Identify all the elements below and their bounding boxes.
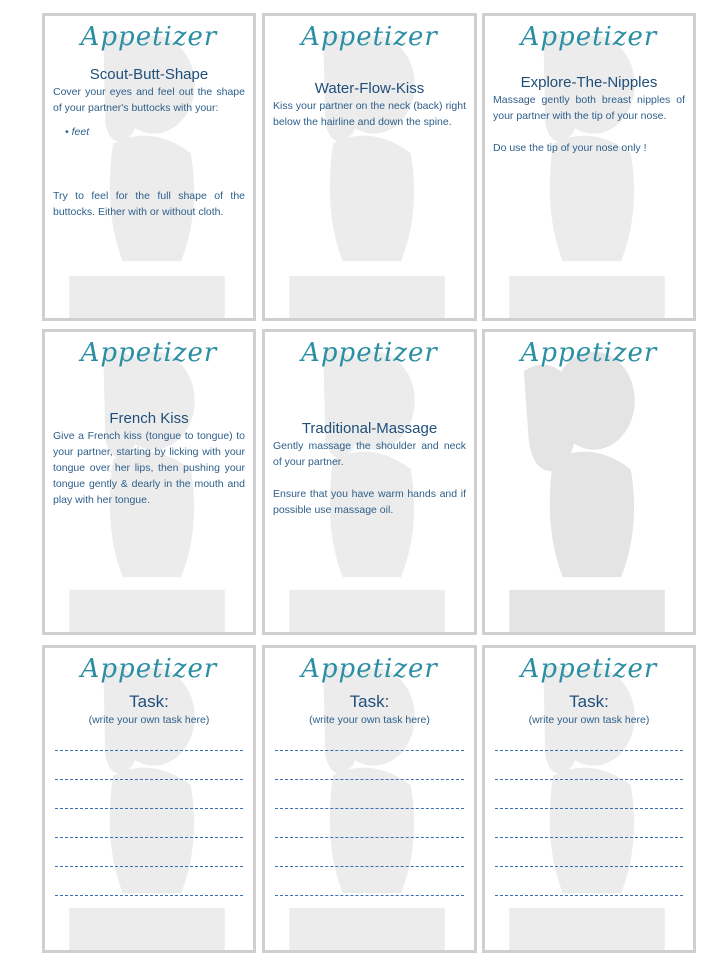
write-line[interactable] [275,750,464,751]
write-line[interactable] [275,866,464,867]
write-line[interactable] [495,837,683,838]
bullet-item: • feet [65,126,90,138]
card-french-kiss [42,329,256,635]
task-subtitle: (write your own task here) [88,714,210,726]
card-heading: Appetizer [80,654,218,684]
card-body: Give a French kiss (tongue to tongue) to your partner, starting by licking with your tongue over her lips, then pushing your tongue gently & dearly in the mouth and play with her tongue. [53,430,245,506]
task-subtitle: (write your own task here) [309,714,430,726]
card-heading: Appetizer [520,654,658,684]
write-line[interactable] [275,837,464,838]
card-title: Scout-Butt-Shape [89,66,209,83]
card-task-1 [42,645,256,953]
card-water-flow-kiss [262,13,477,321]
write-line[interactable] [495,895,683,896]
task-title: Task: [349,692,390,711]
write-line[interactable] [275,895,464,896]
card-heading: Appetizer [301,654,438,684]
card-blank-figure [482,329,696,635]
write-line[interactable] [55,808,243,809]
card-heading: Appetizer [301,338,438,368]
card-title: Explore-The-Nipples [520,74,658,91]
card-heading: Appetizer [80,22,218,52]
write-line[interactable] [55,895,243,896]
task-title: Task: [569,692,609,711]
card-explore-the-nipples [482,13,696,321]
card-heading: Appetizer [301,22,438,52]
card-body: Massage gently both breast nipples of your partner with the tip of your nose. [493,94,685,122]
card-body: Cover your eyes and feel out the shape of your partner's buttocks with your: [53,86,245,114]
write-line[interactable] [495,866,683,867]
card-body: Gently massage the shoulder and neck of your partner. [273,440,466,468]
card-heading: Appetizer [520,22,658,52]
card-traditional-massage [262,329,477,635]
bullet-text: feet [71,126,90,138]
card-heading: Appetizer [80,338,218,368]
card-title: Traditional-Massage [301,420,438,437]
task-title: Task: [129,692,169,711]
card-background-figure-icon [485,332,693,632]
card-scout-butt-shape [42,13,256,321]
write-line[interactable] [495,808,683,809]
task-subtitle: (write your own task here) [528,714,650,726]
card-body: Kiss your partner on the neck (back) right below the hairline and down the spine. [273,100,466,128]
write-line[interactable] [55,750,243,751]
card-task-3 [482,645,696,953]
write-line[interactable] [275,779,464,780]
card-title: Water-Flow-Kiss [314,80,425,97]
card-heading: Appetizer [520,338,658,368]
write-line[interactable] [55,866,243,867]
write-line[interactable] [495,779,683,780]
card-body-2: Do use the tip of your nose only ! [493,142,647,154]
write-line[interactable] [495,750,683,751]
card-body-2: Try to feel for the full shape of the buttocks. Either with or without cloth. [53,190,245,218]
card-title: French Kiss [109,410,189,427]
write-line[interactable] [55,779,243,780]
card-task-2 [262,645,477,953]
write-line[interactable] [275,808,464,809]
card-body-2: Ensure that you have warm hands and if possible use massage oil. [273,488,466,516]
write-line[interactable] [55,837,243,838]
